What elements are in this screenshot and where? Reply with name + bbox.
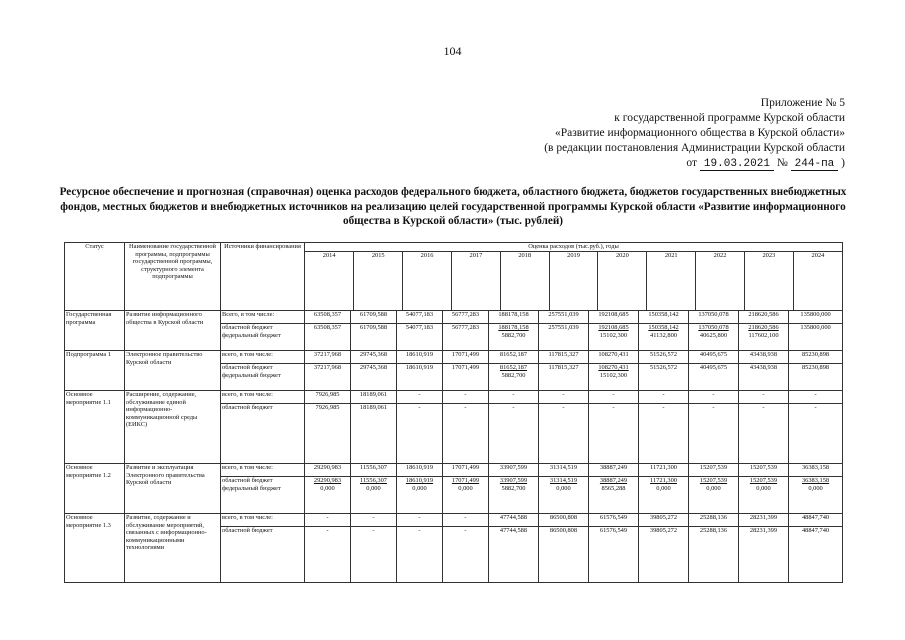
- value-cell: 188178,158 5882,700: [489, 324, 539, 351]
- value-cell: -: [443, 514, 489, 527]
- value-cell: 192108,685 15102,300: [589, 324, 639, 351]
- value-cell: 37217,968: [305, 364, 351, 391]
- value-cell: -: [351, 514, 397, 527]
- table-row: [65, 311, 843, 324]
- row-source: областной бюджет: [221, 404, 305, 464]
- value-cell: 29290,983 0,000: [305, 477, 351, 514]
- header-name: Наименование государственной программы, подпрограммы государственной программы, структурного элемента подпрограммы: [125, 243, 221, 311]
- value-cell: -: [305, 514, 351, 527]
- value-cell: -: [305, 527, 351, 583]
- value-cell: -: [443, 404, 489, 464]
- value-cell: 218620,586: [739, 311, 789, 324]
- value-cell: 37217,968: [305, 351, 351, 364]
- value-cell: 61576,549: [589, 514, 639, 527]
- value-cell: 38887,249 8565,288: [589, 477, 639, 514]
- value-cell: 192108,685: [589, 311, 639, 324]
- value-cell: 15207,539: [689, 464, 739, 477]
- value-cell: 108270,431: [589, 351, 639, 364]
- value-cell: -: [489, 391, 539, 404]
- row-source: всего, в том числе:: [221, 351, 305, 364]
- value-cell: 85230,898: [789, 364, 843, 391]
- value-cell: 188178,158: [489, 311, 539, 324]
- value-cell: 31314,519: [539, 464, 589, 477]
- value-cell: -: [489, 404, 539, 464]
- value-cell: 29745,368: [351, 364, 397, 391]
- row-source: областной бюджет федеральный бюджет: [221, 477, 305, 514]
- value-cell: 51526,572: [639, 351, 689, 364]
- year-header: 2016: [403, 252, 452, 310]
- value-cell: 48847,740: [789, 514, 843, 527]
- value-cell: 137050,078: [689, 311, 739, 324]
- value-cell: 7926,985: [305, 391, 351, 404]
- value-cell: 39805,272: [639, 514, 689, 527]
- value-cell: -: [539, 391, 589, 404]
- table-row: [65, 391, 843, 404]
- value-cell: -: [397, 404, 443, 464]
- appendix-line-1: к государственной программе Курской области: [614, 112, 845, 124]
- resource-table: [64, 242, 843, 583]
- value-cell: 63508,357: [305, 324, 351, 351]
- value-cell: -: [589, 404, 639, 464]
- value-cell: 81652,187 5882,700: [489, 364, 539, 391]
- value-cell: 18610,919: [397, 351, 443, 364]
- value-cell: -: [443, 527, 489, 583]
- value-cell: 11721,300 0,000: [639, 477, 689, 514]
- value-cell: 11556,307: [351, 464, 397, 477]
- value-cell: 28231,399: [739, 527, 789, 583]
- header-status: Статус: [65, 243, 125, 311]
- table-row: [65, 464, 843, 477]
- value-cell: 25288,136: [689, 514, 739, 527]
- value-cell: 11721,300: [639, 464, 689, 477]
- value-cell: 33907,599: [489, 464, 539, 477]
- row-status: Основное мероприятие 1.3: [65, 514, 125, 583]
- row-source: всего, в том числе:: [221, 391, 305, 404]
- value-cell: 29290,983: [305, 464, 351, 477]
- value-cell: -: [351, 527, 397, 583]
- number-label: №: [776, 157, 788, 169]
- appendix-block: [425, 96, 845, 171]
- value-cell: 61709,588: [351, 324, 397, 351]
- value-cell: 28231,399: [739, 514, 789, 527]
- value-cell: 54077,183: [397, 324, 443, 351]
- row-status: Государственная программа: [65, 311, 125, 351]
- value-cell: 33907,599 5882,700: [489, 477, 539, 514]
- value-cell: 117815,327: [539, 364, 589, 391]
- value-cell: 29745,368: [351, 351, 397, 364]
- value-cell: -: [397, 527, 443, 583]
- value-cell: 63508,357: [305, 311, 351, 324]
- value-cell: 17071,499: [443, 364, 489, 391]
- value-cell: 61709,588: [351, 311, 397, 324]
- value-cell: 135800,000: [789, 311, 843, 324]
- value-cell: 86500,808: [539, 514, 589, 527]
- value-cell: 54077,183: [397, 311, 443, 324]
- header-row: [65, 243, 843, 311]
- table-row: [65, 351, 843, 364]
- value-cell: 257551,039: [539, 311, 589, 324]
- year-header: 2017: [451, 252, 500, 310]
- from-label: от: [686, 157, 698, 169]
- value-cell: 51526,572: [639, 364, 689, 391]
- value-cell: 61576,549: [589, 527, 639, 583]
- value-cell: -: [397, 514, 443, 527]
- close-paren: ): [841, 157, 845, 169]
- row-source: областной бюджет федеральный бюджет: [221, 364, 305, 391]
- value-cell: 48847,740: [789, 527, 843, 583]
- row-source: областной бюджет: [221, 527, 305, 583]
- year-header: 2018: [500, 252, 549, 310]
- year-header: 2019: [549, 252, 598, 310]
- year-header: 2014: [322, 251, 336, 259]
- value-cell: 137050,078 40625,800: [689, 324, 739, 351]
- row-status: Основное мероприятие 1.2: [65, 464, 125, 514]
- value-cell: 18610,919: [397, 464, 443, 477]
- row-name: Развитие информационного общества в Курской области: [125, 311, 221, 351]
- value-cell: 40495,675: [689, 351, 739, 364]
- row-name: Электронное правительство Курской области: [125, 351, 221, 391]
- value-cell: 7926,985: [305, 404, 351, 464]
- value-cell: 117815,327: [539, 351, 589, 364]
- value-cell: 18189,061: [351, 391, 397, 404]
- header-source: Источники финансирования: [221, 243, 305, 311]
- value-cell: 17071,499 0,000: [443, 477, 489, 514]
- value-cell: 15207,539 0,000: [689, 477, 739, 514]
- year-header: 2024: [793, 252, 842, 310]
- appendix-title: Приложение № 5: [760, 97, 845, 109]
- row-status: Подпрограмма 1: [65, 351, 125, 391]
- value-cell: 150358,142 41132,800: [639, 324, 689, 351]
- value-cell: -: [639, 391, 689, 404]
- header-estimate: Оценка расходов (тыс.руб.), годы: [305, 243, 843, 252]
- row-name: Развитие и эксплуатация Электронного правительства Курской области: [125, 464, 221, 514]
- value-cell: -: [739, 391, 789, 404]
- value-cell: 36383,158: [789, 464, 843, 477]
- year-header: 2022: [696, 252, 745, 310]
- value-cell: -: [639, 404, 689, 464]
- value-cell: 36383,158 0,000: [789, 477, 843, 514]
- decree-number: 244-па: [791, 158, 839, 171]
- value-cell: -: [397, 391, 443, 404]
- page-number: 104: [443, 44, 462, 58]
- value-cell: -: [739, 404, 789, 464]
- appendix-line-3: (в редакции постановления Администрации Курской области: [544, 142, 845, 154]
- row-name: Расширение, содержание, обслуживание единой информационно-коммуникационной среды (ЕИКС): [125, 391, 221, 464]
- value-cell: 218620,586 117602,100: [739, 324, 789, 351]
- row-source: всего, в том числе:: [221, 464, 305, 477]
- value-cell: 56777,283: [443, 311, 489, 324]
- row-source: всего, в том числе:: [221, 514, 305, 527]
- value-cell: 85230,898: [789, 351, 843, 364]
- value-cell: 18610,919 0,000: [397, 477, 443, 514]
- value-cell: 15207,539: [739, 464, 789, 477]
- value-cell: 31314,519 0,000: [539, 477, 589, 514]
- year-header: 2021: [647, 252, 696, 310]
- value-cell: -: [589, 391, 639, 404]
- value-cell: 56777,283: [443, 324, 489, 351]
- value-cell: 39805,272: [639, 527, 689, 583]
- row-source: областной бюджет федеральный бюджет: [221, 324, 305, 351]
- value-cell: -: [789, 404, 843, 464]
- value-cell: 86500,808: [539, 527, 589, 583]
- value-cell: 135800,000: [789, 324, 843, 351]
- row-name: Развитие, содержание и обслуживание мероприятий, связанных с информационно-коммуникационными технологиями: [125, 514, 221, 583]
- value-cell: 40495,675: [689, 364, 739, 391]
- value-cell: -: [789, 391, 843, 404]
- years-row: [305, 252, 842, 310]
- value-cell: -: [539, 404, 589, 464]
- value-cell: 38887,249: [589, 464, 639, 477]
- row-source: Всего, в том числе:: [221, 311, 305, 324]
- value-cell: 47744,588: [489, 527, 539, 583]
- value-cell: 17071,499: [443, 351, 489, 364]
- value-cell: 15207,539 0,000: [739, 477, 789, 514]
- value-cell: -: [689, 404, 739, 464]
- value-cell: 150358,142: [639, 311, 689, 324]
- row-status: Основное мероприятие 1.1: [65, 391, 125, 464]
- year-header: 2020: [598, 252, 647, 310]
- value-cell: 25288,136: [689, 527, 739, 583]
- year-header: 2015: [354, 252, 403, 310]
- value-cell: 11556,307 0,000: [351, 477, 397, 514]
- value-cell: 18189,061: [351, 404, 397, 464]
- appendix-line-2: «Развитие информационного общества в Курской области»: [554, 127, 845, 139]
- year-header: 2023: [744, 252, 793, 310]
- value-cell: 18610,919: [397, 364, 443, 391]
- decree-date: 19.03.2021: [700, 158, 774, 171]
- value-cell: 43438,938: [739, 364, 789, 391]
- table-row: [65, 514, 843, 527]
- value-cell: 257551,039: [539, 324, 589, 351]
- value-cell: 47744,588: [489, 514, 539, 527]
- value-cell: -: [443, 391, 489, 404]
- value-cell: 17071,499: [443, 464, 489, 477]
- appendix-date-line: [425, 156, 845, 171]
- value-cell: 108270,431 15102,300: [589, 364, 639, 391]
- value-cell: 43438,938: [739, 351, 789, 364]
- header-years: [305, 243, 843, 311]
- value-cell: 81652,187: [489, 351, 539, 364]
- document-heading: Ресурсное обеспечение и прогнозная (справочная) оценка расходов федерального бюджета, областного бюджета, бюджетов государственных внебюджетных фондов, местных бюджетов и внебюджетных источников на реализацию целей государственной программы Курской области «Развитие информационного общества в Курской области» (тыс. рублей): [59, 186, 847, 227]
- value-cell: -: [689, 391, 739, 404]
